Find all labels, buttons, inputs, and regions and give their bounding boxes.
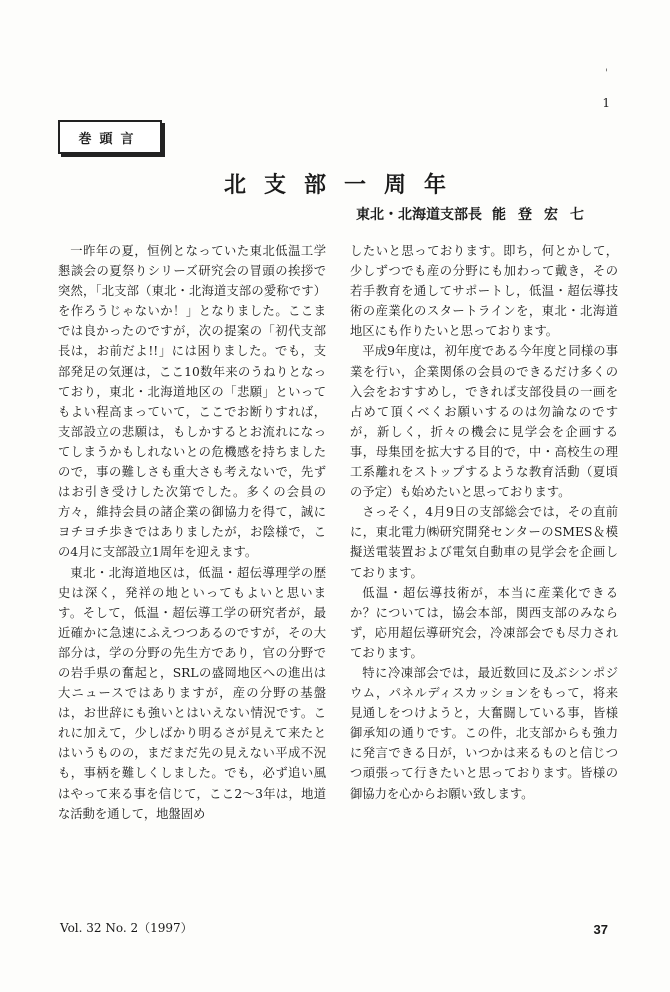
journal-info: Vol. 32 No. 2（1997） <box>60 921 193 935</box>
author-affiliation: 東北・北海道支部長 <box>356 207 482 223</box>
right-column <box>350 241 618 801</box>
paragraph: 平成9年度は，初年度である今年度と同様の事業を行い，企業関係の会員のできるだけ多くの入会をおすすめし，できれば支部役員の一画を占めて頂くべくお願いするのは勿論なのですが，新しく，折々の機会に見学会を企画する事，母集団を拡大する目的で，中・高校生の理工系離れをストップするような教育活動（夏頃の予定）も始めたいと思っております。 <box>350 344 618 500</box>
paragraph: 東北・北海道地区は，低温・超伝導理学の歴史は深く，発祥の地といってもよいと思います。そして，低温・超伝導工学の研究者が，最近確かに急速にふえつつあるのですが，その大部分は，学の分野の先生方であり，官の分野での岩手県の奮起と，SRLの盛岡地区への進出は大ニュースではありますが，産の分野の基盤は，お世辞にも強いとはいえない情況です。これに加えて，少しばかり明るさが見えて来たとはいうものの，まだまだ先の見えない平成不況も，事柄を難しくしました。でも，必ず追い風はやって来る事を信じて，ここ2～3年は，地道な活動を通して，地盤固め <box>58 565 326 821</box>
left-column <box>58 241 326 821</box>
tick-mark: ' <box>605 68 608 79</box>
author-name: 能登宏七 <box>492 207 596 223</box>
page-title: 北支部一周年 <box>223 172 464 198</box>
paragraph: したいと思っております。即ち，何とかして，少しずつでも産の分野にも加わって戴き，その若手教育を通してサポートし，低温・超伝導技術の産業化のスタートラインを，東北・北海道地区にも作りたいと思っております。 <box>350 244 618 339</box>
footer-page-number: 37 <box>593 922 608 937</box>
author-line <box>356 204 596 224</box>
header-page-number: 1 <box>602 96 610 110</box>
paragraph: 低温・超伝導技術が，本当に産業化できるか？については，協会本部，関西支部のみならず，応用超伝導研究会，冷凍部会でも尽力されております。 <box>350 585 618 660</box>
paragraph: 一昨年の夏，恒例となっていた東北低温工学懇談会の夏祭りシリーズ研究会の冒頭の挨拶で突然，「北支部（東北・北海道支部の愛称です）を作ろうじゃないか！」となりました。ここまでは良かったのですが，次の提案の「初代支部長は，お前だよ!!」には困りました。でも，支部発足の気運は，ここ10数年来のうねりとなっており，東北・北海道地区の「悲願」といってもよい程高まっていて，ここでお断りすれば，支部設立の悲願は，もしかするとお流れになってしまうかもしれないとの危機感を持ちましたので，事の難しさも重大さも考えないで，先ずはお引き受けした次第でした。多くの会員の方々，維持会員の諸企業の御協力を得て，誠にヨチヨチ歩きではありましたが，お陰様で，この4月に支部設立1周年を迎えます。 <box>58 244 326 560</box>
paragraph: 特に冷凍部会では，最近数回に及ぶシンポジウム，パネルディスカッションをもって，将来見通しをつけようと，大奮闘している事，皆様御承知の通りです。この件，北支部からも強力に発言できる日が，いつかは来るものと信じつつ頑張って行きたいと思っております。皆様の御協力を心からお願い致します。 <box>350 665 618 801</box>
section-label: 巻頭言 <box>58 120 162 154</box>
paragraph: さっそく，4月9日の支部総会では，その直前に，東北電力㈱研究開発センターのSMES＆模擬送電装置および電気自動車の見学会を企画しております。 <box>350 505 618 580</box>
body-columns <box>58 241 618 821</box>
